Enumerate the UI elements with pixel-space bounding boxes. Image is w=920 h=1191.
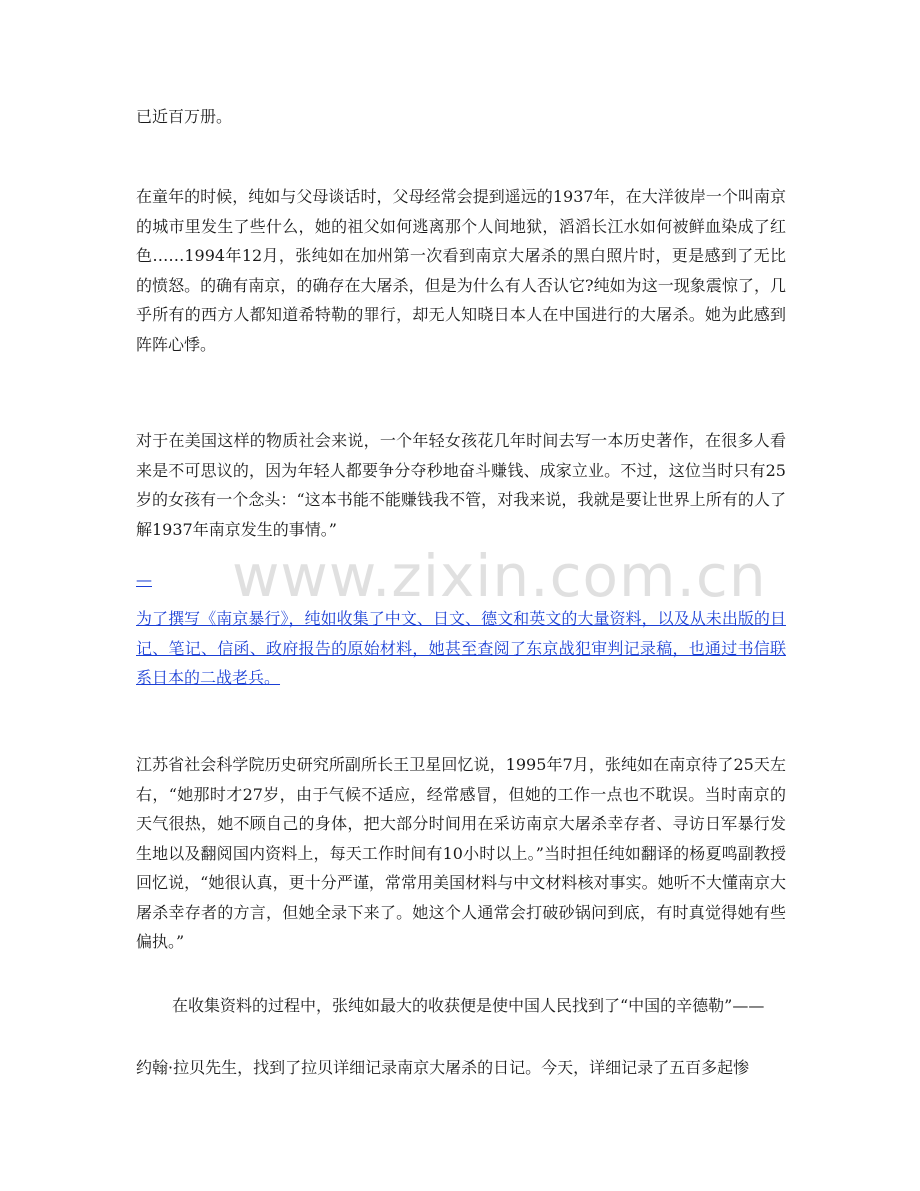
link-dash[interactable]: — [136, 570, 152, 589]
hyperlink-paragraph[interactable]: 为了撰写《南京暴行》，纯如收集了中文、日文、德文和英文的大量资料，以及从未出版的日记、笔记、信函、政府报告的原始材料，她甚至查阅了东京战犯审判记录稿，也通过书信联系日本的二战老兵。 [136, 609, 786, 687]
paragraph-continuation: 已近百万册。 [136, 107, 233, 126]
paragraph-recollection: 江苏省社会科学院历史研究所副所长王卫星回忆说，1995年7月，张纯如在南京待了25天左右，“她那时才27岁，由于气候不适应，经常感冒，但她的工作一点也不耽误。当时南京的天气很热，她不顾自己的身体，把大部分时间用在采访南京大屠杀幸存者、寻访日军暴行发生地以及翻阅国内资料上，每天工作时间有10小时以上。”当时担任纯如翻译的杨夏鸣副教授回忆说，“她很认真，更十分严谨，常常用美国材料与中文材料核对事实。她听不大懂南京大屠杀幸存者的方言，但她全录下来了。她这个人通常会打破砂锅问到底，有时真觉得她有些偏执。” [136, 755, 786, 951]
paragraph-rabe: 约翰·拉贝先生，找到了拉贝详细记录南京大屠杀的日记。今天，详细记录了五百多起惨 [136, 1058, 750, 1077]
paragraph-schindler: 在收集资料的过程中，张纯如最大的收获便是使中国人民找到了“中国的辛德勒”—— [172, 996, 765, 1015]
paragraph-childhood: 在童年的时候，纯如与父母谈话时，父母经常会提到遥远的1937年，在大洋彼岸一个叫南京的城市里发生了些什么，她的祖父如何逃离那个人间地狱，滔滔长江水如何被鲜血染成了红色……1994年12月，张纯如在加州第一次看到南京大屠杀的黑白照片时，更是感到了无比的愤怒。的确有南京，的确存在大屠杀，但是为什么有人否认它?纯如为这一现象震惊了，几乎所有的西方人都知道希特勒的罪行，却无人知晓日本人在中国进行的大屠杀。她为此感到阵阵心悸。 [136, 187, 786, 354]
watermark-text: www.zixin.com.cn [232, 542, 767, 610]
paragraph-america: 对于在美国这样的物质社会来说，一个年轻女孩花几年时间去写一本历史著作，在很多人看来是不可思议的，因为年轻人都要争分夺秒地奋斗赚钱、成家立业。不过，这位当时只有25岁的女孩有一个念头：“这本书能不能赚钱我不管，对我来说，我就是要让世界上所有的人了解1937年南京发生的事情。” [136, 431, 786, 539]
